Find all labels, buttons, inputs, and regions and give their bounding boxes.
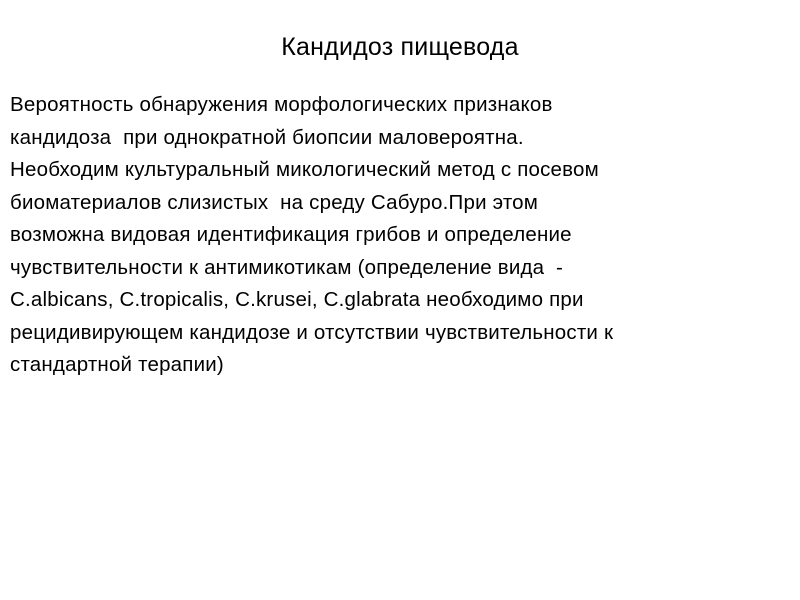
body-line: Вероятность обнаружения морфологических признаков xyxy=(10,93,553,116)
body-line: чувствительности к антимикотикам (определение вида - xyxy=(10,255,564,279)
body-line: рецидивирующем кандидозе и отсутствии чувствительности к xyxy=(10,320,614,344)
body-line: кандидоза при однократной биопсии маловероятна. xyxy=(10,125,524,149)
body-line: биоматериалов слизистых на среду Сабуро.При этом xyxy=(10,190,539,214)
slide-title: Кандидоз пищевода xyxy=(281,33,519,61)
body-line: Необходим культуральный микологический метод с посевом xyxy=(10,158,599,181)
body-line: C.albicans, C.tropicalis, C.krusei, C.glabrata необходимо при xyxy=(10,288,584,311)
slide-body-text xyxy=(10,89,795,382)
body-line: стандартной терапии) xyxy=(10,353,224,376)
body-line: возможна видовая идентификация грибов и определение xyxy=(10,223,572,246)
